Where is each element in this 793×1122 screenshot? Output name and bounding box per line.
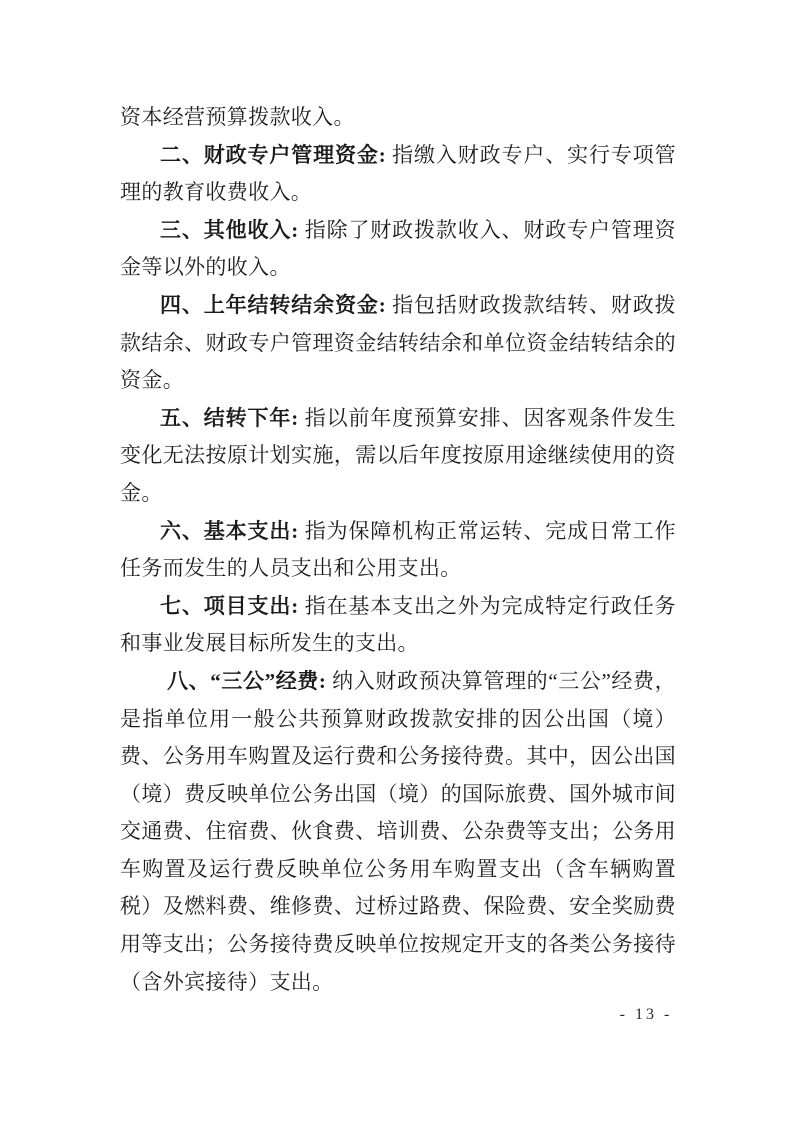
paragraph-item-4 [120,287,676,400]
paragraph-text: 纳入财政预决算管理的“三公”经费，是指单位用一般公共预算财政拨款安排的因公出国（境）费、公务用车购置及运行费和公务接待费。其中，因公出国（境）费反映单位公务出国（境）的国际旅费、国外城市间交通费、住宿费、伙食费、培训费、公杂费等支出；公务用车购置及运行费反映单位公务用车购置支出（含车辆购置税）及燃料费、维修费、过桥过路费、保险费、安全奖励费用等支出；公务接待费反映单位按规定开支的各类公务接待（含外宾接待）支出。 [120,668,676,994]
paragraph-term: 七、项目支出: [160,593,299,618]
paragraph-term: 五、结转下年: [160,405,299,430]
paragraph-term: 四、上年结转结余资金: [160,292,387,317]
paragraph-continuation [120,99,676,137]
paragraph-text: 指以前年度预算安排、因客观条件发生变化无法按原计划实施，需以后年度按原用途继续使用的资金。 [120,405,676,505]
paragraph-term: 三、其他收入: [160,217,299,242]
paragraph-text: 指缴入财政专户、实行专项管理的教育收费收入。 [120,142,676,205]
paragraph-item-3 [120,212,676,287]
paragraph-term: 八、“三公”经费: [167,668,327,693]
paragraph-item-7 [120,588,676,663]
paragraph-item-5 [120,400,676,513]
paragraph-term: 二、财政专户管理资金: [160,142,387,167]
page-number: - 13 - [619,1006,673,1023]
paragraph-term: 六、基本支出: [160,518,299,543]
paragraph-text: 指包括财政拨款结转、财政拨款结余、财政专户管理资金结转结余和单位资金结转结余的资金。 [120,292,676,393]
paragraph-item-8 [120,663,676,1001]
paragraph-text: 指为保障机构正常运转、完成日常工作任务而发生的人员支出和公用支出。 [120,518,676,581]
paragraph-item-2 [120,137,676,212]
paragraph-text: 指在基本支出之外为完成特定行政任务和事业发展目标所发生的支出。 [120,593,676,656]
paragraph-item-6 [120,513,676,588]
document-body [120,99,676,1001]
paragraph-text: 指除了财政拨款收入、财政专户管理资金等以外的收入。 [120,217,676,280]
paragraph-text: 资本经营预算拨款收入。 [120,105,355,129]
